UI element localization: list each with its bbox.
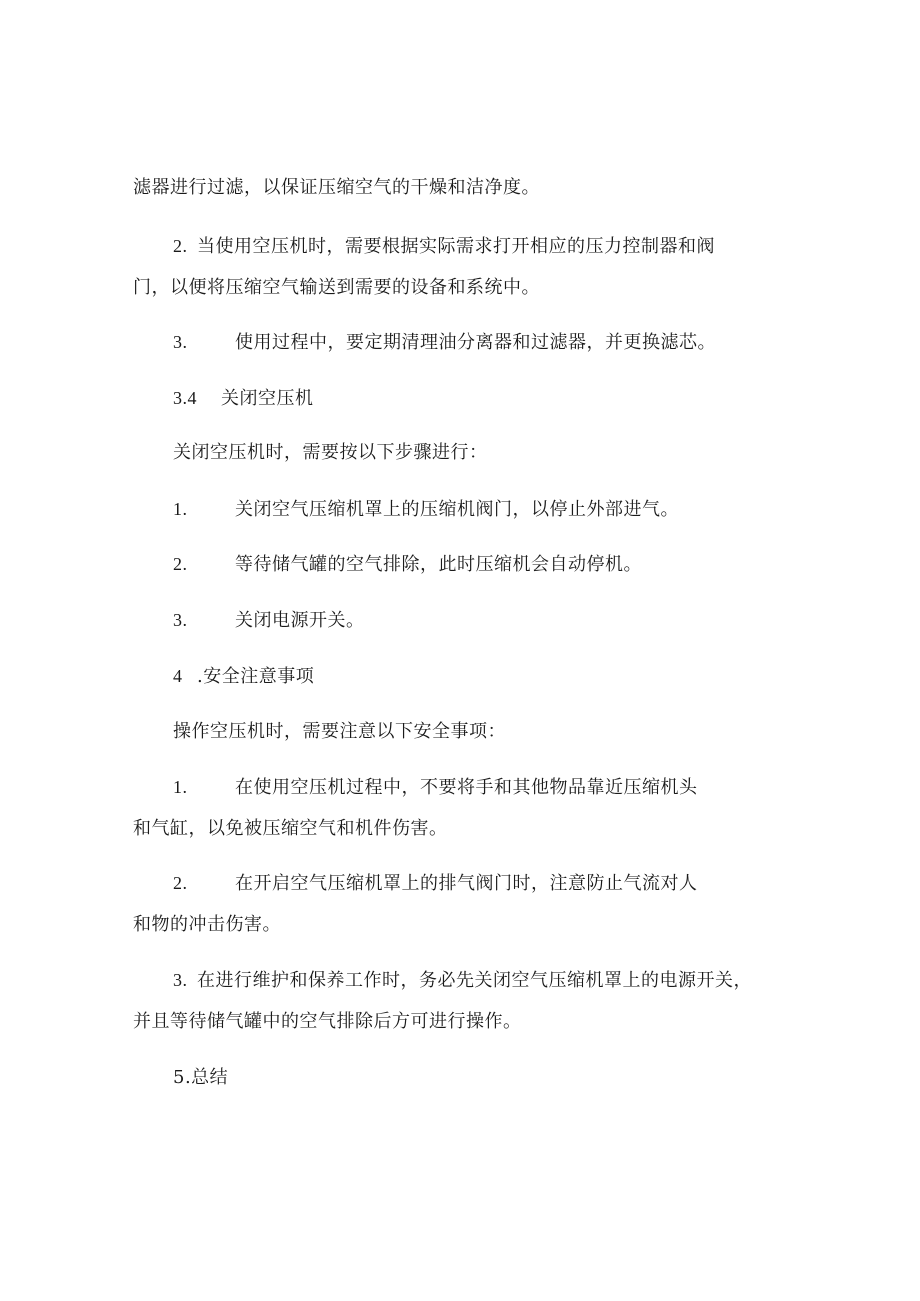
list-item-text: 并且等待储气罐中的空气排除后方可进行操作。 [133, 1011, 522, 1032]
list-number: 1. [173, 499, 188, 519]
list-number: 3. [173, 970, 188, 990]
list-item-text: 当使用空压机时，需要根据实际需求打开相应的压力控制器和阀 [197, 236, 715, 257]
safety-item-2-line1 [173, 871, 698, 896]
shutdown-step-2 [173, 552, 642, 577]
safety-intro [173, 720, 506, 744]
list-item-text: 在开启空气压缩机罩上的排气阀门时，注意防止气流对人 [235, 873, 698, 894]
shutdown-intro [173, 441, 488, 465]
list-item-text: 关闭电源开关。 [235, 610, 365, 631]
safety-item-1-line1 [173, 775, 698, 800]
use-item-2-line2 [133, 276, 540, 300]
list-item-text: 门，以便将压缩空气输送到需要的设备和系统中。 [133, 277, 540, 298]
paragraph-text: 操作空压机时，需要注意以下安全事项： [173, 721, 506, 742]
section-number: 3.4 [173, 388, 197, 408]
list-item-text: 在使用空压机过程中，不要将手和其他物品靠近压缩机头 [235, 777, 698, 798]
section-heading-3-4 [173, 386, 314, 411]
list-number: 2. [173, 236, 188, 256]
safety-item-3-line2 [133, 1010, 522, 1034]
section-number: 4 [173, 666, 183, 686]
section-title: 关闭空压机 [221, 388, 314, 409]
list-number: 3. [173, 610, 188, 630]
list-number: 1. [173, 777, 188, 797]
shutdown-step-3 [173, 608, 365, 633]
use-item-2-line1 [173, 234, 715, 259]
list-item-text: 在进行维护和保养工作时，务必先关闭空气压缩机罩上的电源开关， [197, 970, 752, 991]
safety-item-3-line1 [173, 968, 752, 993]
list-number: 3. [173, 332, 188, 352]
shutdown-step-1 [173, 497, 679, 522]
paragraph-continuation [133, 176, 540, 200]
section-heading-4 [173, 664, 314, 689]
list-item-text: 关闭空气压缩机罩上的压缩机阀门，以停止外部进气。 [235, 499, 679, 520]
list-item-text: 等待储气罐的空气排除，此时压缩机会自动停机。 [235, 554, 642, 575]
section-title: .安全注意事项 [197, 666, 315, 687]
paragraph-text: 关闭空压机时，需要按以下步骤进行： [173, 442, 488, 463]
list-number: 2. [173, 873, 188, 893]
list-item-text: 使用过程中，要定期清理油分离器和过滤器，并更换滤芯。 [235, 332, 716, 353]
section-title: 5.总结 [173, 1067, 229, 1088]
list-item-text: 和气缸，以免被压缩空气和机件伤害。 [133, 818, 448, 839]
safety-item-1-line2 [133, 817, 448, 841]
use-item-3 [173, 330, 716, 355]
paragraph-text: 滤器进行过滤，以保证压缩空气的干燥和洁净度。 [133, 177, 540, 198]
safety-item-2-line2 [133, 913, 281, 937]
list-item-text: 和物的冲击伤害。 [133, 914, 281, 935]
section-heading-5 [173, 1066, 228, 1090]
list-number: 2. [173, 554, 188, 574]
